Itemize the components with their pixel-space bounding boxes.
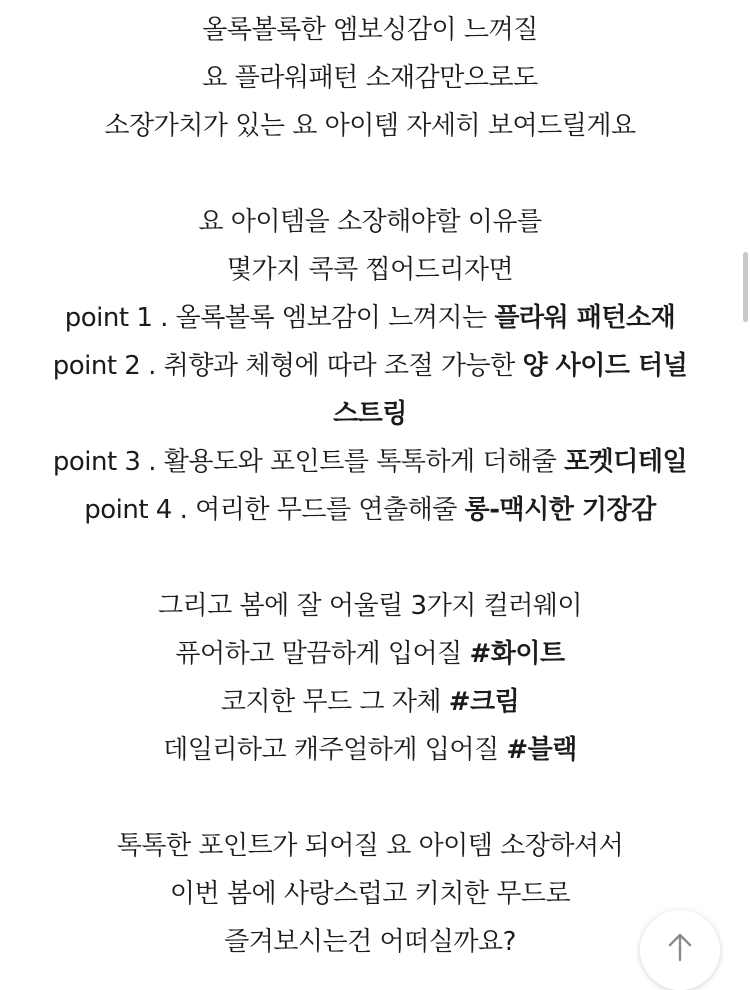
color-white-line [0,630,740,678]
point-2-highlight-continued: 스트링 [333,399,407,429]
color-white-tag: #화이트 [469,639,565,669]
post-line: 즐겨보시는건 어떠실까요? [224,927,516,957]
point-3-line [0,438,740,486]
point-4-text: point 4 . 여리한 무드를 연출해줄 [84,495,465,525]
point-4-highlight: 롱-맥시한 기장감 [464,495,656,525]
point-3-text: point 3 . 활용도와 포인트를 톡톡하게 더해줄 [52,447,565,477]
scrollbar-thumb[interactable] [743,252,748,322]
point-1-text: point 1 . 올록볼록 엠보감이 느껴지는 [64,303,495,333]
post-line: 요 아이템을 소장해야할 이유를 [198,207,542,237]
color-black-text: 데일리하고 캐주얼하게 입어질 [163,735,507,765]
post-line: 올록볼록한 엠보싱감이 느껴질 [202,15,538,45]
point-2-text: point 2 . 취향과 체형에 따라 조절 가능한 [52,351,523,381]
post-line: 그리고 봄에 잘 어울릴 3가지 컬러웨이 [157,591,583,621]
color-cream-line [0,678,740,726]
point-2-highlight: 양 사이드 터널 [522,351,688,381]
color-black-tag: #블랙 [506,735,577,765]
scroll-to-top-button[interactable] [640,910,720,990]
color-black-line [0,726,740,774]
arrow-up-icon [667,932,693,962]
point-1-highlight: 플라워 패턴소재 [494,303,676,333]
post-line: 몇가지 콕콕 찝어드리자면 [226,255,514,285]
point-3-highlight: 포켓디테일 [564,447,688,477]
color-cream-text: 코지한 무드 그 자체 [220,687,449,717]
color-white-text: 퓨어하고 말끔하게 입어질 [175,639,470,669]
post-line: 톡톡한 포인트가 되어질 요 아이템 소장하셔서 [116,831,624,861]
point-4-line [0,486,740,534]
point-2-line [0,342,740,390]
post-line: 이번 봄에 사랑스럽고 키치한 무드로 [169,879,571,909]
color-cream-tag: #크림 [448,687,520,717]
post-line: 소장가치가 있는 요 아이템 자세히 보여드릴게요 [104,111,636,141]
scrollbar-track[interactable] [742,0,748,972]
point-1-line [0,294,740,342]
post-line: 요 플라워패턴 소재감만으로도 [202,63,538,93]
